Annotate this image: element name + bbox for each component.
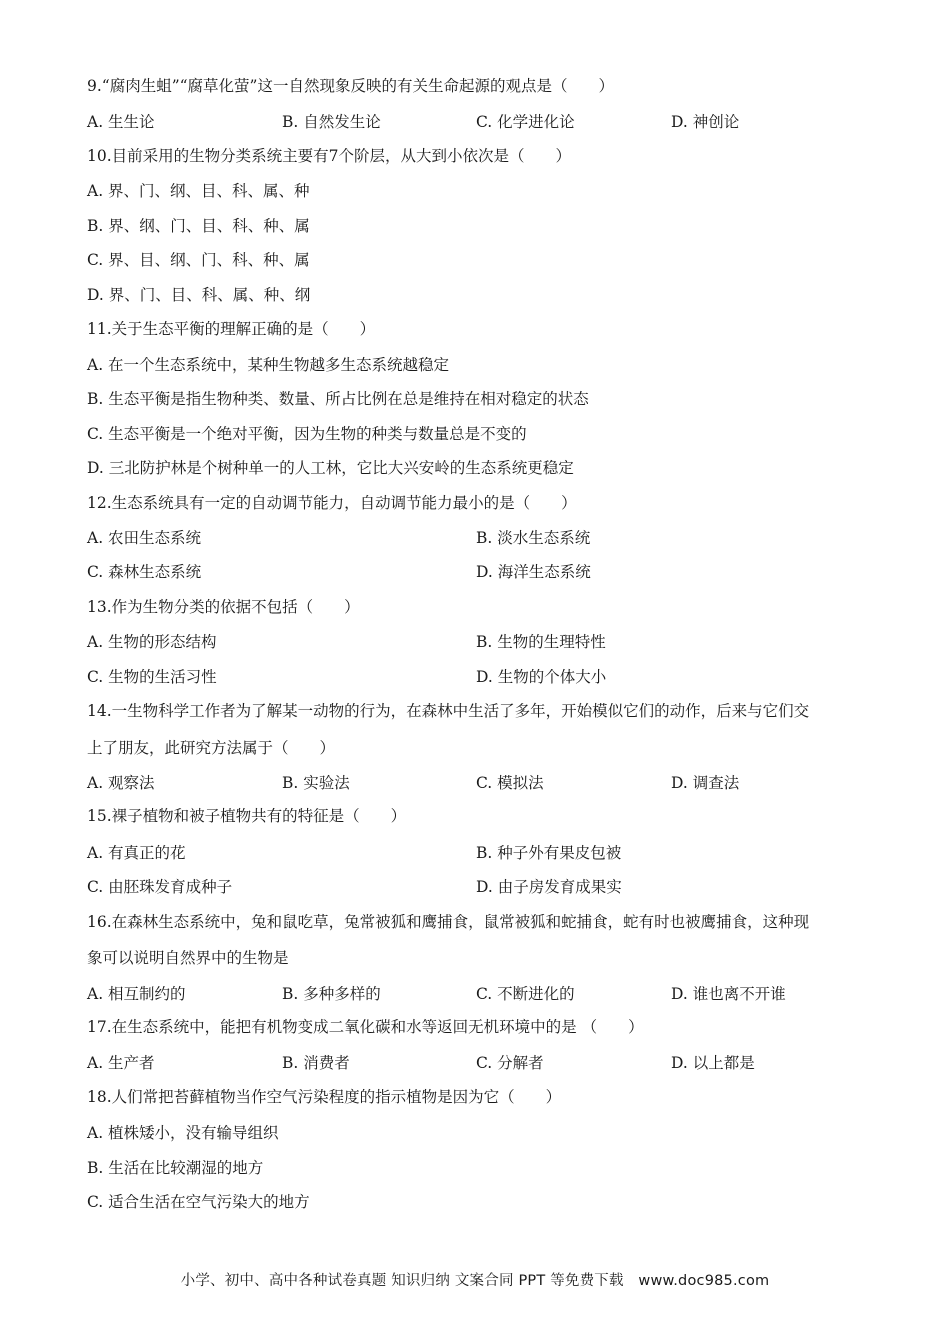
question-18-option-c: C. 适合生活在空气污染大的地方 [87, 1193, 310, 1211]
question-12-option-c: C. 森林生态系统 [87, 563, 202, 581]
question-13-option-a: A. 生物的形态结构 [87, 633, 217, 651]
question-18-option-a: A. 植株矮小，没有输导组织 [87, 1124, 279, 1142]
question-17-option-c: C. 分解者 [476, 1054, 544, 1072]
question-17-option-a: A. 生产者 [87, 1054, 155, 1072]
question-15-option-a: A. 有真正的花 [87, 844, 186, 862]
page-footer: 小学、初中、高中各种试卷真题 知识归纳 文案合同 PPT 等免费下载 www.doc985.com [180, 1273, 770, 1289]
question-11-option-a: A. 在一个生态系统中，某种生物越多生态系统越稳定 [87, 356, 450, 374]
question-10-option-c: C. 界、目、纲、门、科、种、属 [87, 251, 310, 269]
question-16-option-a: A. 相互制约的 [87, 985, 186, 1003]
question-11-option-c: C. 生态平衡是一个绝对平衡，因为生物的种类与数量总是不变的 [87, 425, 527, 443]
question-10-stem: 10.目前采用的生物分类系统主要有7个阶层，从大到小依次是（ ） [87, 147, 572, 165]
question-13-option-d: D. 生物的个体大小 [476, 668, 607, 686]
question-14-stem-continued: 上了朋友，此研究方法属于（ ） [87, 739, 336, 757]
question-15-stem: 15.裸子植物和被子植物共有的特征是（ ） [87, 807, 407, 825]
question-12-option-a: A. 农田生态系统 [87, 529, 202, 547]
question-16-option-c: C. 不断进化的 [476, 985, 575, 1003]
question-14-option-d: D. 调查法 [671, 774, 740, 792]
question-9-option-c: C. 化学进化论 [476, 113, 575, 131]
question-17-stem: 17.在生态系统中，能把有机物变成二氧化碳和水等返回无机环境中的是 （ ） [87, 1018, 644, 1036]
question-12-option-b: B. 淡水生态系统 [476, 529, 591, 547]
question-10-option-d: D. 界、门、目、科、属、种、纲 [87, 286, 311, 304]
question-14-stem: 14.一生物科学工作者为了解某一动物的行为，在森林中生活了多年，开始模似它们的动作，后来与它们交 [87, 702, 810, 720]
question-16-option-b: B. 多种多样的 [282, 985, 381, 1003]
question-14-option-a: A. 观察法 [87, 774, 155, 792]
question-11-option-d: D. 三北防护林是个树种单一的人工林，它比大兴安岭的生态系统更稳定 [87, 459, 574, 477]
question-13-option-c: C. 生物的生活习性 [87, 668, 217, 686]
question-11-option-b: B. 生态平衡是指生物种类、数量、所占比例在总是维持在相对稳定的状态 [87, 390, 589, 408]
question-17-option-b: B. 消费者 [282, 1054, 350, 1072]
question-9-option-b: B. 自然发生论 [282, 113, 381, 131]
question-12-stem: 12.生态系统具有一定的自动调节能力，自动调节能力最小的是（ ） [87, 494, 577, 512]
question-15-option-b: B. 种子外有果皮包被 [476, 844, 622, 862]
question-13-stem: 13.作为生物分类的依据不包括（ ） [87, 598, 360, 616]
question-17-option-d: D. 以上都是 [671, 1054, 755, 1072]
question-15-option-d: D. 由子房发育成果实 [476, 878, 622, 896]
question-16-option-d: D. 谁也离不开谁 [671, 985, 786, 1003]
question-13-option-b: B. 生物的生理特性 [476, 633, 606, 651]
question-9-option-d: D. 神创论 [671, 113, 740, 131]
question-14-option-b: B. 实验法 [282, 774, 350, 792]
question-14-option-c: C. 模拟法 [476, 774, 544, 792]
question-9-option-a: A. 生生论 [87, 113, 155, 131]
question-18-stem: 18.人们常把苔藓植物当作空气污染程度的指示植物是因为它（ ） [87, 1088, 562, 1106]
question-10-option-a: A. 界、门、纲、目、科、属、种 [87, 182, 310, 200]
question-11-stem: 11.关于生态平衡的理解正确的是（ ） [87, 320, 376, 338]
question-16-stem: 16.在森林生态系统中，兔和鼠吃草，兔常被狐和鹰捕食，鼠常被狐和蛇捕食，蛇有时也被鹰捕食，这种现 [87, 913, 810, 931]
question-12-option-d: D. 海洋生态系统 [476, 563, 591, 581]
question-15-option-c: C. 由胚珠发育成种子 [87, 878, 233, 896]
question-16-stem-continued: 象可以说明自然界中的生物是 [87, 949, 289, 967]
question-18-option-b: B. 生活在比较潮湿的地方 [87, 1159, 264, 1177]
question-10-option-b: B. 界、纲、门、目、科、种、属 [87, 217, 310, 235]
question-9-stem: 9.“腐肉生蛆”“腐草化萤”这一自然现象反映的有关生命起源的观点是（ ） [87, 77, 614, 95]
